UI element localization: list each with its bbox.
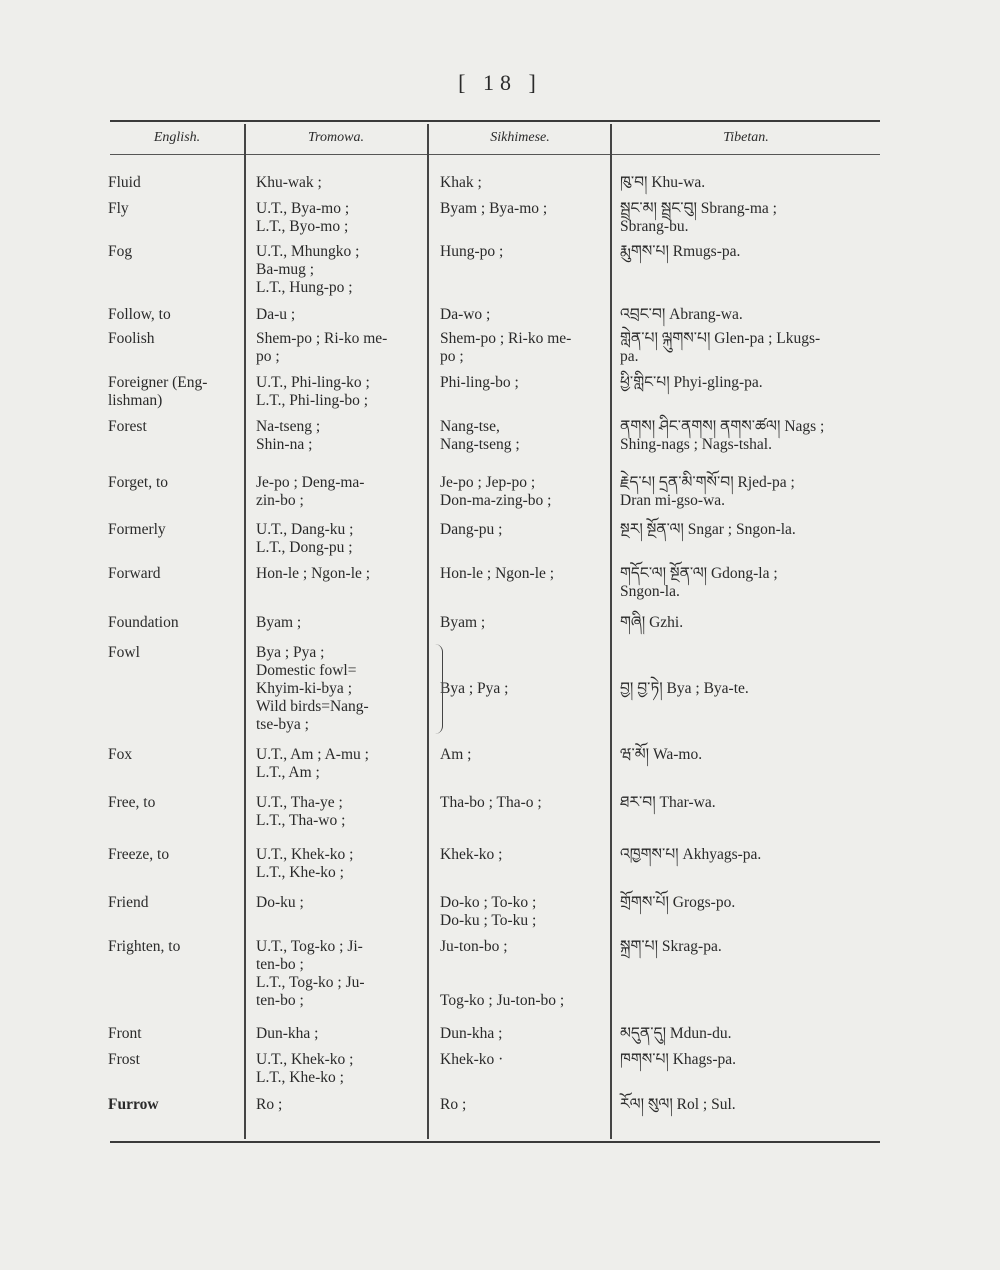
sikhimese-cell: Bya ; Pya ; xyxy=(440,680,509,697)
english-cell: Freeze, to xyxy=(108,846,170,863)
tibetan-cell: ཐར་བ། Thar-wa. xyxy=(620,794,716,811)
sikhimese-cell: Hung-po ; xyxy=(440,243,504,260)
tibetan-cell: ཁགས་པ། Khags-pa. xyxy=(620,1051,737,1068)
tromowa-cell: U.T., Tha-ye ; L.T., Tha-wo ; xyxy=(256,794,346,829)
english-cell: Foreigner (Eng- lishman) xyxy=(108,374,208,409)
tromowa-cell: U.T., Bya-mo ; L.T., Byo-mo ; xyxy=(256,200,350,235)
english-cell: Free, to xyxy=(108,794,156,811)
tibetan-cell: གྲོགས་པོ། Grogs-po. xyxy=(620,894,736,911)
sikhimese-cell: Byam ; Bya-mo ; xyxy=(440,200,548,217)
sikhimese-cell: Da-wo ; xyxy=(440,306,491,323)
tibetan-cell: ནགས། ཤིང་ནགས། ནགས་ཚལ། Nags ; Shing-nags ; Nags-tshal. xyxy=(620,418,825,453)
sikhimese-cell: Ro ; xyxy=(440,1096,467,1113)
tromowa-cell: U.T., Mhungko ; Ba-mug ; L.T., Hung-po ; xyxy=(256,243,360,296)
tibetan-cell: མདུན་དུ། Mdun-du. xyxy=(620,1025,732,1042)
grouping-brace xyxy=(430,644,443,734)
tibetan-cell: གཞི། Gzhi. xyxy=(620,614,684,631)
header-sikhimese: Sikhimese. xyxy=(490,130,550,145)
tromowa-cell: Khu-wak ; xyxy=(256,174,322,191)
tibetan-cell: རྨུགས་པ། Rmugs-pa. xyxy=(620,243,741,260)
english-cell: Frost xyxy=(108,1051,140,1068)
sikhimese-cell: Byam ; xyxy=(440,614,486,631)
tromowa-cell: Byam ; xyxy=(256,614,302,631)
tibetan-cell: ཝ་མོ། Wa-mo. xyxy=(620,746,703,763)
english-cell: Friend xyxy=(108,894,149,911)
english-cell: Fly xyxy=(108,200,129,217)
english-cell: Front xyxy=(108,1025,142,1042)
column-divider xyxy=(427,124,429,1139)
header-tromowa: Tromowa. xyxy=(308,130,364,145)
page-number: [ 18 ] xyxy=(458,70,542,95)
tromowa-cell: Dun-kha ; xyxy=(256,1025,319,1042)
tibetan-cell: སྐྲག་པ། Skrag-pa. xyxy=(620,938,722,955)
tromowa-cell: U.T., Phi-ling-ko ; L.T., Phi-ling-bo ; xyxy=(256,374,370,409)
sikhimese-cell: Khek-ko · xyxy=(440,1051,504,1068)
sikhimese-cell: Do-ko ; To-ko ; Do-ku ; To-ku ; xyxy=(440,894,537,929)
sikhimese-cell: Nang-tse, Nang-tseng ; xyxy=(440,418,520,453)
english-cell: Fowl xyxy=(108,644,140,661)
sikhimese-cell: Dun-kha ; xyxy=(440,1025,503,1042)
tibetan-cell: རྗེད་པ། དྲན་མི་གསོ་བ། Rjed-pa ; Dran mi-gso-wa. xyxy=(620,474,795,509)
tibetan-cell: བྱ། བྱ་ཏེ། Bya ; Bya-te. xyxy=(620,680,749,697)
tibetan-cell: རོལ། སུལ། Rol ; Sul. xyxy=(620,1096,736,1113)
bottom-rule xyxy=(110,1141,880,1143)
english-cell: Fox xyxy=(108,746,133,763)
tromowa-cell: Da-u ; xyxy=(256,306,296,323)
sikhimese-cell: Shem-po ; Ri-ko me- po ; xyxy=(440,330,572,365)
tibetan-cell: འབྲང་བ། Abrang-wa. xyxy=(620,306,743,323)
header-english: English. xyxy=(153,130,201,145)
column-divider xyxy=(244,124,246,1139)
english-cell: Foolish xyxy=(108,330,155,347)
tromowa-cell: Hon-le ; Ngon-le ; xyxy=(256,565,371,582)
tromowa-cell: Bya ; Pya ; Domestic fowl= Khyim-ki-bya ; Wild birds=Nang- tse-bya ; xyxy=(256,644,369,733)
tibetan-cell: ཁུ་བ། Khu-wa. xyxy=(620,174,706,191)
tibetan-cell: ཕྱི་གླིང་པ། Phyi-gling-pa. xyxy=(620,374,763,391)
english-cell: Furrow xyxy=(108,1096,159,1113)
english-cell: Forward xyxy=(108,565,161,582)
english-cell: Fluid xyxy=(108,174,141,191)
tromowa-cell: Ro ; xyxy=(256,1096,283,1113)
sikhimese-cell: Je-po ; Jep-po ; Don-ma-zing-bo ; xyxy=(440,474,552,509)
tromowa-cell: U.T., Khek-ko ; L.T., Khe-ko ; xyxy=(256,1051,354,1086)
tromowa-cell: Do-ku ; xyxy=(256,894,304,911)
sikhimese-cell: Khak ; xyxy=(440,174,482,191)
sikhimese-cell: Dang-pu ; xyxy=(440,521,503,538)
tibetan-cell: གླེན་པ། ལྐུགས་པ། Glen-pa ; Lkugs- pa. xyxy=(620,330,821,365)
sikhimese-cell: Khek-ko ; xyxy=(440,846,503,863)
tibetan-cell: གདོང་ལ། སྔོན་ལ། Gdong-la ; Sngon-la. xyxy=(620,565,778,600)
english-cell: Forget, to xyxy=(108,474,168,491)
english-cell: Formerly xyxy=(108,521,166,538)
header-rule xyxy=(110,154,880,155)
tromowa-cell: U.T., Am ; A-mu ; L.T., Am ; xyxy=(256,746,369,781)
english-cell: Frighten, to xyxy=(108,938,181,955)
tibetan-cell: སྔར། སྔོན་ལ། Sngar ; Sngon-la. xyxy=(620,521,796,538)
sikhimese-cell: Hon-le ; Ngon-le ; xyxy=(440,565,555,582)
tibetan-cell: འཁྱགས་པ། Akhyags-pa. xyxy=(620,846,762,863)
sikhimese-cell: Am ; xyxy=(440,746,472,763)
tromowa-cell: U.T., Dang-ku ; L.T., Dong-pu ; xyxy=(256,521,354,556)
tromowa-cell: Shem-po ; Ri-ko me- po ; xyxy=(256,330,388,365)
english-cell: Forest xyxy=(108,418,147,435)
sikhimese-cell: Phi-ling-bo ; xyxy=(440,374,519,391)
tromowa-cell: U.T., Tog-ko ; Ji- ten-bo ; L.T., Tog-ko ; Ju- ten-bo ; xyxy=(256,938,365,1009)
english-cell: Foundation xyxy=(108,614,179,631)
sikhimese-cell: Tha-bo ; Tha-o ; xyxy=(440,794,542,811)
header-tibetan: Tibetan. xyxy=(723,130,769,145)
top-rule xyxy=(110,120,880,122)
tibetan-cell: སྦྲང་མ། སྦྲང་བུ། Sbrang-ma ; Sbrang-bu. xyxy=(620,200,777,235)
english-cell: Fog xyxy=(108,243,133,260)
column-divider xyxy=(610,124,612,1139)
tromowa-cell: Je-po ; Deng-ma- zin-bo ; xyxy=(256,474,365,509)
tromowa-cell: Na-tseng ; Shin-na ; xyxy=(256,418,321,453)
tromowa-cell: U.T., Khek-ko ; L.T., Khe-ko ; xyxy=(256,846,354,881)
sikhimese-cell: Ju-ton-bo ; Tog-ko ; Ju-ton-bo ; xyxy=(440,938,565,1009)
english-cell: Follow, to xyxy=(108,306,171,323)
